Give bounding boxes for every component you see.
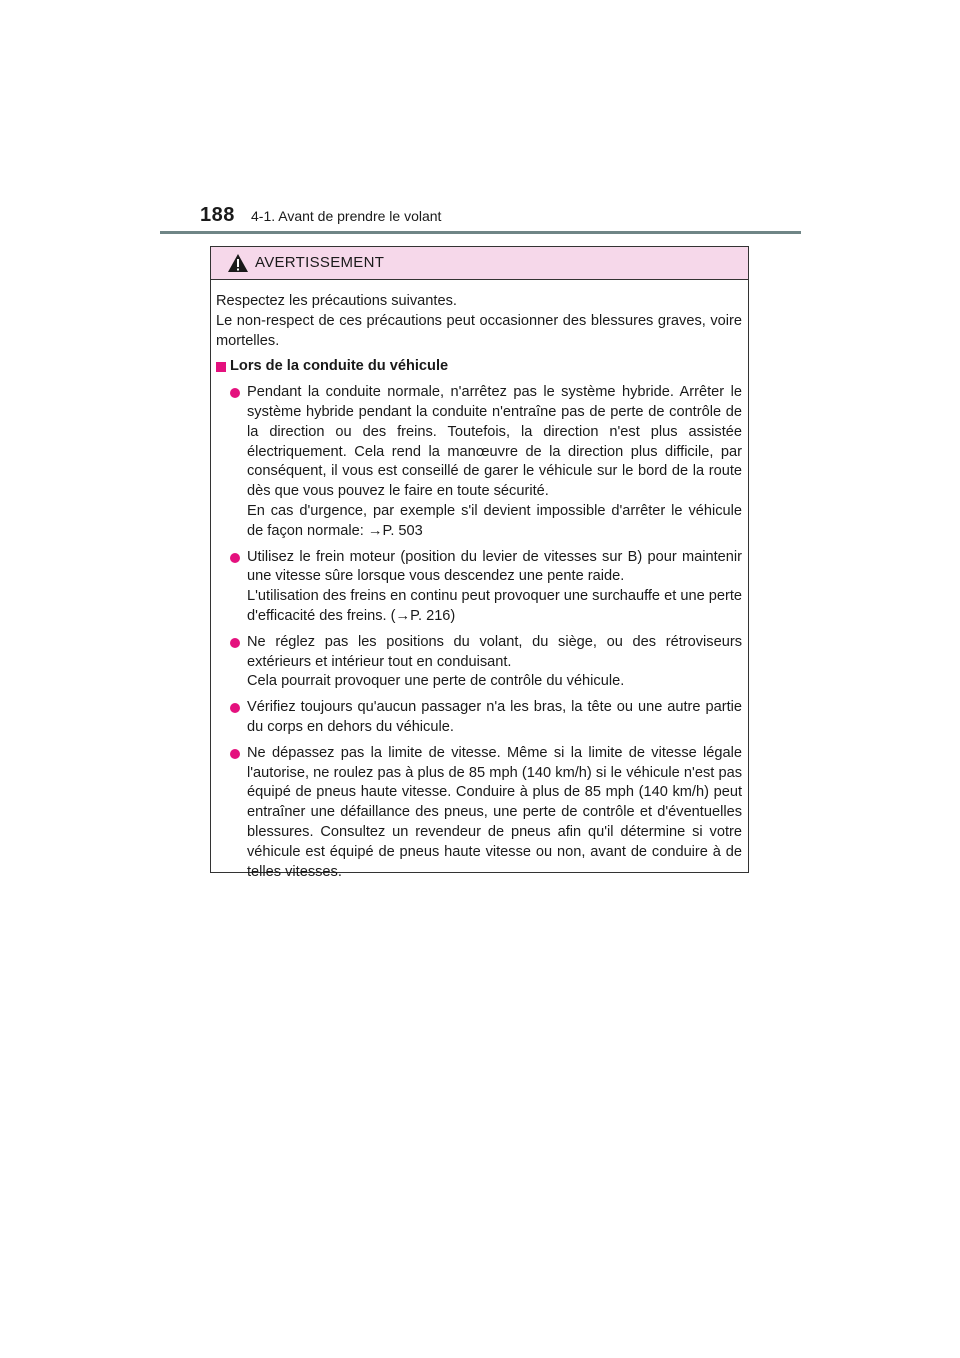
list-item [216,698,742,738]
intro-line: Le non-respect de ces précautions peut occasionner des blessures graves, voire mortelles. [216,312,742,349]
item-paragraph: Pendant la conduite normale, n'arrêtez pas le système hybride. Arrêter le système hybride pendant la conduite n'entraîne pas de perte de contrôle de la direction ou des freins. Toutefois, la direction n'est plus assistée électriquement. Cela rend la manœuvre de la direction plus difficile, par conséquent, il vous est conseillé de garer le véhicule sur le bord de la route dès que vous pouvez le faire en toute sécurité. [247,384,742,500]
warning-intro [216,292,742,351]
intro-line: Respectez les précautions suivantes. [216,293,457,309]
item-paragraph: Utilisez le frein moteur (position du levier de vitesses sur B) pour maintenir une vitesse sûre lorsque vous descendez une pente raide. [247,548,742,585]
bullet-icon [230,553,240,563]
list-item [216,744,742,883]
bullet-icon [230,638,240,648]
item-paragraph: Ne dépassez pas la limite de vitesse. Même si la limite de vitesse légale l'autorise, ne roulez pas à plus de 85 mph (140 km/h) si le véhicule n'est pas équipé de pneus haute vitesse. Conduire à plus de 85 mph (140 km/h) peut entraîner une défaillance des pneus, une perte de contrôle et d'éventuelles blessures. Consultez un revendeur de pneus afin qu'il détermine si votre véhicule est équipé de pneus haute vitesse ou non, avant de conduire à de telles vitesses. [247,744,742,880]
page-header [0,200,960,240]
bullet-icon [230,749,240,759]
warning-triangle-icon [227,253,249,273]
bullet-icon [230,703,240,713]
item-paragraph: L'utilisation des freins en continu peut provoquer une surchauffe et une perte d'efficacité des freins. (→P. 216) [247,588,742,624]
warning-box [210,246,749,880]
warning-title: AVERTISSEMENT [255,254,385,271]
subheading-text: Lors de la conduite du véhicule [230,358,449,375]
item-paragraph: En cas d'urgence, par exemple s'il devient impossible d'arrêter le véhicule de façon normale: →P. 503 [247,502,742,539]
subheading [216,357,742,377]
item-paragraph: Ne réglez pas les positions du volant, du siège, ou des rétroviseurs extérieurs et intérieur tout en conduisant. [247,633,742,670]
warning-body [211,280,748,882]
item-paragraph: Cela pourrait provoquer une perte de contrôle du véhicule. [247,673,625,690]
list-item [216,548,742,627]
list-item [216,633,742,692]
page-number: 188 [200,204,235,226]
square-bullet-icon [216,362,226,372]
section-title: 4-1. Avant de prendre le volant [251,208,442,224]
item-paragraph: Vérifiez toujours qu'aucun passager n'a les bras, la tête ou une autre partie du corps en dehors du véhicule. [247,699,742,735]
bullet-icon [230,388,240,398]
header-rule [160,231,801,234]
warning-header [211,247,748,280]
list-item [216,383,742,541]
